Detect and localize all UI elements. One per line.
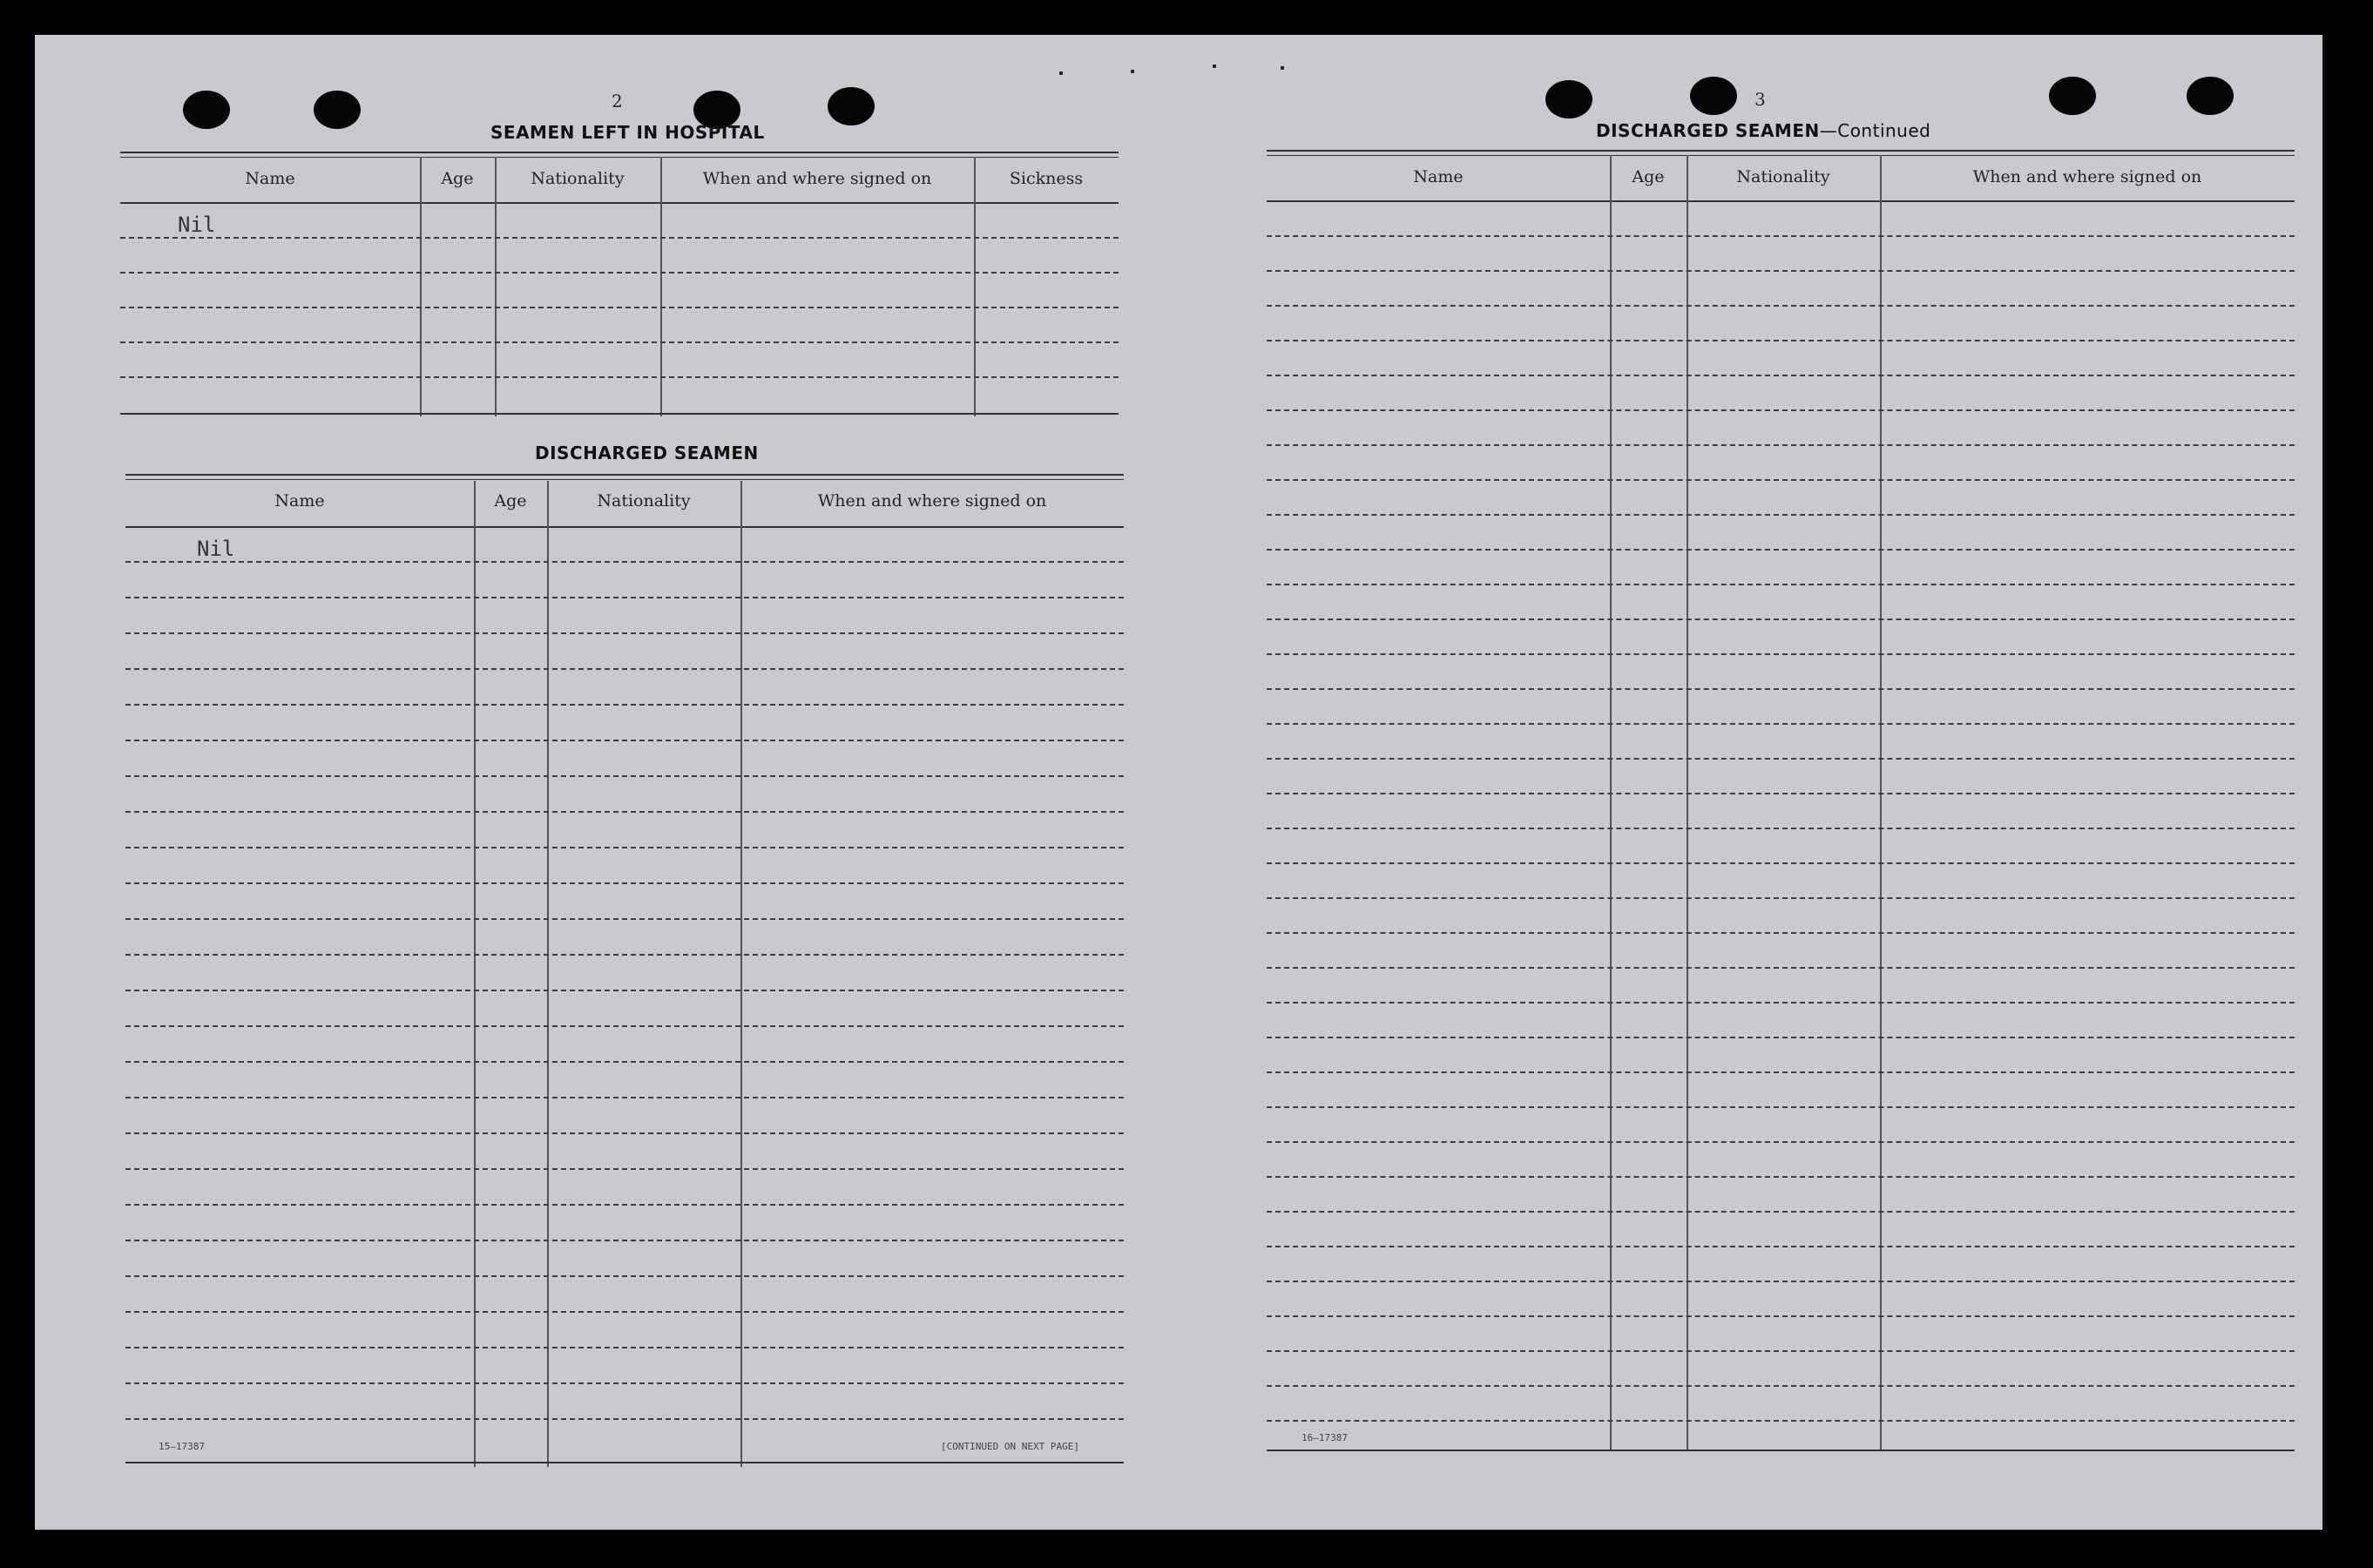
table-row: [1267, 793, 2295, 794]
column-header: Name: [274, 491, 325, 510]
table-row: [125, 847, 1124, 848]
table-row: [1267, 444, 2295, 446]
table-row: [125, 1168, 1124, 1170]
punch-hole: [2049, 77, 2096, 115]
page-number-left: 2: [612, 91, 623, 112]
table-row: [1267, 270, 2295, 272]
table-row: [125, 668, 1124, 670]
table-row: [1267, 305, 2295, 307]
table-row: [125, 704, 1124, 706]
column-divider: [474, 481, 476, 1467]
table-row: [1267, 1281, 2295, 1282]
table-row: [1267, 653, 2295, 655]
column-header: Name: [245, 169, 295, 188]
table-row: [125, 1240, 1124, 1241]
column-header: When and where signed on: [817, 491, 1047, 510]
speck: [1059, 71, 1063, 75]
table-row: [125, 1311, 1124, 1313]
table-row: [1267, 618, 2295, 620]
table-row: [125, 1382, 1124, 1384]
table-row: [120, 341, 1119, 343]
table-row: [1267, 1350, 2295, 1352]
discharged-entry-name: Nil: [197, 537, 235, 561]
table-row: [1267, 967, 2295, 969]
table-row: [1267, 1071, 2295, 1073]
punch-hole: [2187, 77, 2234, 115]
table-row: [125, 1097, 1124, 1098]
table-row: [1267, 1211, 2295, 1213]
table-top-rule: [125, 474, 1124, 480]
header-rule: [125, 526, 1124, 528]
table-row: [125, 1418, 1124, 1420]
column-divider: [1610, 155, 1612, 1451]
table-row: [1267, 1141, 2295, 1143]
title-main: DISCHARGED SEAMEN: [1596, 120, 1820, 141]
column-header: Name: [1413, 167, 1464, 186]
discharged-continued-title: [1596, 120, 1930, 141]
table-row: [125, 1204, 1124, 1206]
table-row: [1267, 1106, 2295, 1108]
table-row: [125, 1061, 1124, 1063]
column-header: When and where signed on: [702, 169, 932, 188]
hospital-table: [120, 152, 1119, 422]
table-row: [1267, 897, 2295, 899]
table-top-rule: [120, 152, 1119, 158]
punch-hole: [1690, 77, 1737, 115]
table-row: [1267, 828, 2295, 829]
table-bottom-rule: [1267, 1450, 2295, 1451]
table-row: [125, 561, 1124, 563]
table-row: [1267, 375, 2295, 376]
footer-code-left: 15—17387: [159, 1441, 205, 1452]
speck: [1213, 64, 1216, 68]
table-row: [125, 632, 1124, 634]
table-row: [1267, 1037, 2295, 1038]
table-row: [1267, 688, 2295, 690]
discharged-table: [125, 474, 1124, 1470]
table-row: [125, 918, 1124, 920]
table-row: [1267, 1420, 2295, 1422]
speck: [1131, 70, 1134, 73]
table-row: [120, 376, 1119, 378]
column-header: Nationality: [1736, 167, 1830, 186]
table-row: [1267, 549, 2295, 551]
table-bottom-rule: [125, 1462, 1124, 1463]
table-row: [1267, 758, 2295, 760]
table-row: [125, 597, 1124, 598]
table-row: [1267, 409, 2295, 411]
hospital-entry-name: Nil: [178, 213, 216, 237]
footer-continued-note: [CONTINUED ON NEXT PAGE]: [941, 1441, 1079, 1452]
column-header: Sickness: [1009, 169, 1084, 188]
column-header: Age: [494, 491, 527, 510]
table-row: [120, 237, 1119, 239]
title-continued: —Continued: [1819, 120, 1931, 141]
table-row: [1267, 514, 2295, 516]
table-row: [125, 740, 1124, 741]
table-row: [125, 1132, 1124, 1134]
table-row: [1267, 1002, 2295, 1004]
table-row: [125, 1347, 1124, 1348]
table-row: [1267, 862, 2295, 864]
discharged-title: DISCHARGED SEAMEN: [535, 443, 759, 463]
table-row: [1267, 1176, 2295, 1178]
document-sheet: [35, 35, 2322, 1530]
column-header: Nationality: [531, 169, 625, 188]
punch-hole: [1545, 80, 1592, 118]
header-rule: [1267, 200, 2295, 202]
table-row: [1267, 1246, 2295, 1247]
table-row: [125, 1275, 1124, 1277]
table-row: [1267, 479, 2295, 481]
page-number-right: 3: [1754, 89, 1766, 110]
discharged-continued-table: [1267, 150, 2295, 1456]
table-bottom-rule: [120, 413, 1119, 415]
speck: [1281, 66, 1284, 70]
table-row: [1267, 1315, 2295, 1317]
table-row: [125, 1025, 1124, 1027]
column-header: Age: [441, 169, 474, 188]
table-row: [1267, 340, 2295, 341]
column-divider: [1687, 155, 1688, 1451]
table-row: [125, 990, 1124, 991]
header-rule: [120, 202, 1119, 204]
hospital-title: SEAMEN LEFT IN HOSPITAL: [490, 122, 765, 143]
table-row: [1267, 235, 2295, 237]
column-divider: [547, 481, 549, 1467]
punch-hole: [183, 91, 230, 129]
table-row: [125, 882, 1124, 884]
table-row: [125, 811, 1124, 813]
table-row: [120, 307, 1119, 308]
table-row: [125, 954, 1124, 956]
table-row: [1267, 1385, 2295, 1387]
column-divider: [740, 481, 742, 1467]
column-header: Nationality: [597, 491, 691, 510]
table-row: [120, 272, 1119, 274]
column-header: Age: [1632, 167, 1665, 186]
table-row: [1267, 584, 2295, 585]
table-row: [1267, 932, 2295, 934]
punch-hole: [314, 91, 361, 129]
table-top-rule: [1267, 150, 2295, 156]
footer-code-right: 16—17387: [1301, 1432, 1348, 1443]
table-row: [1267, 723, 2295, 725]
punch-hole: [828, 87, 875, 125]
column-header: When and where signed on: [1972, 167, 2202, 186]
table-row: [125, 775, 1124, 777]
column-divider: [1880, 155, 1882, 1451]
